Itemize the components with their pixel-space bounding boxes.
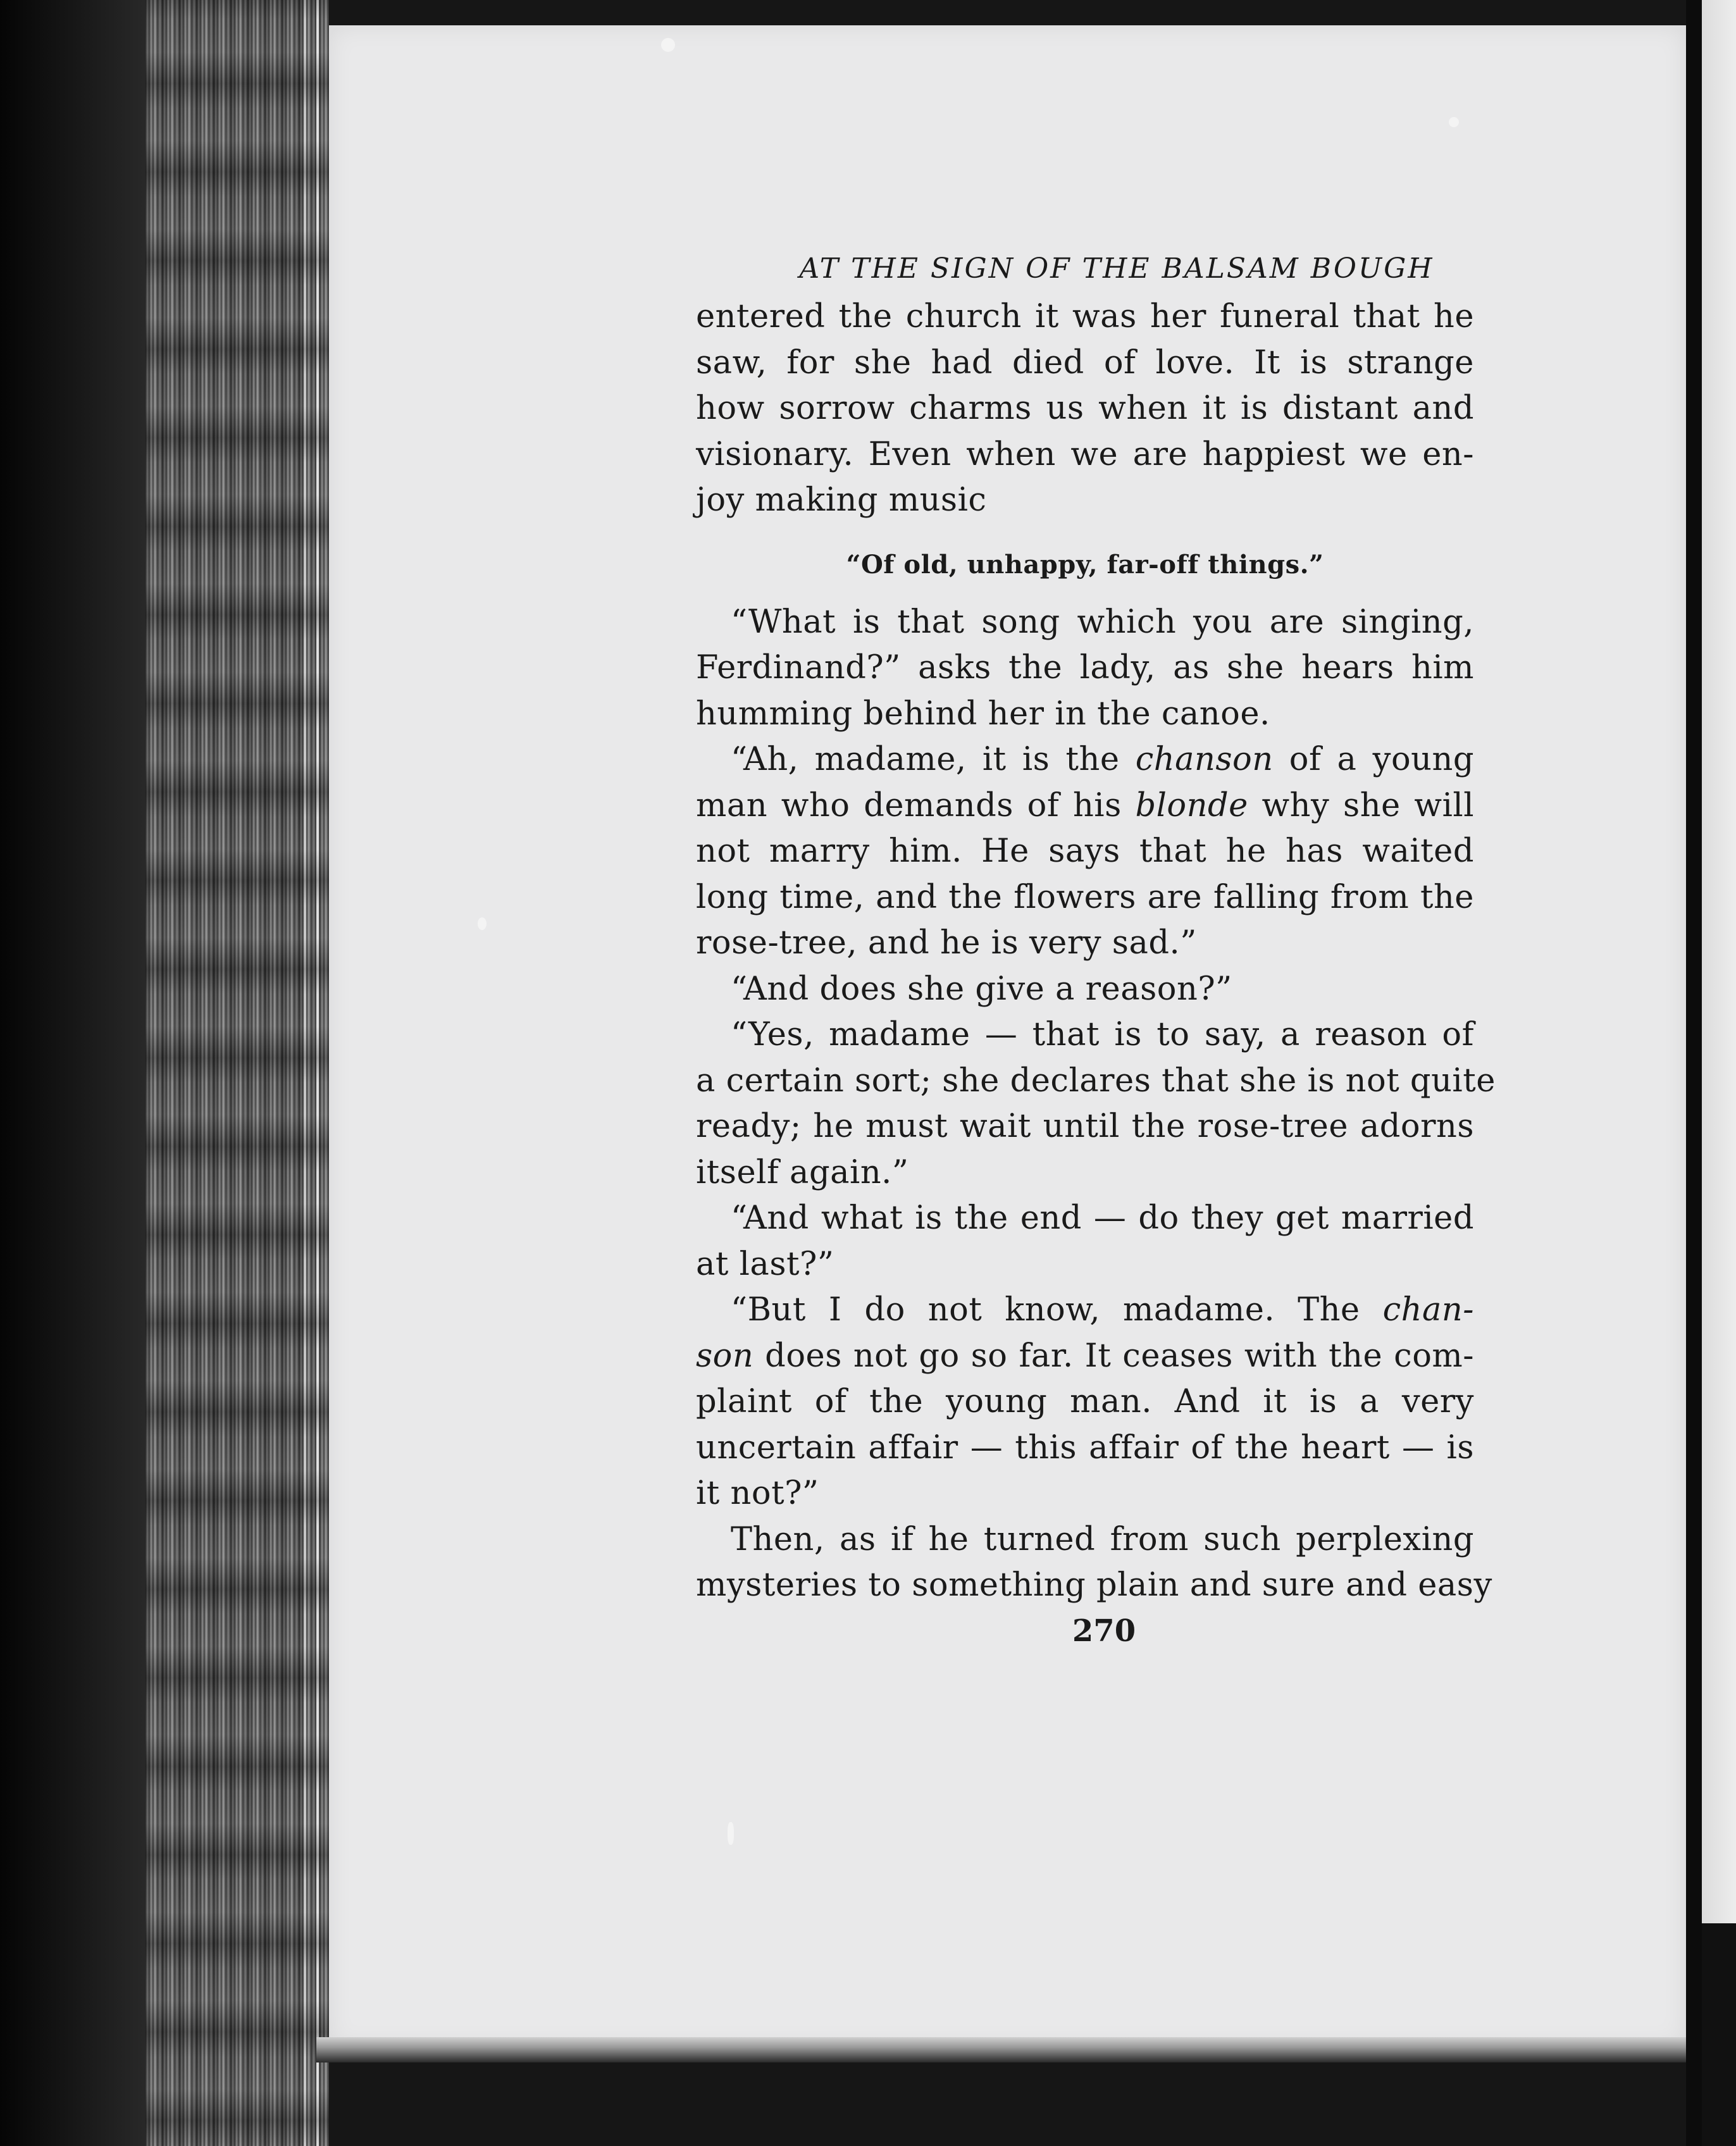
text-line: rose-tree, and he is very sad.” [696, 924, 1197, 962]
text-line: plaint of the young man. And it is a very [696, 1383, 1474, 1420]
text-line: ready; he must wait until the rose-tree adorns [696, 1108, 1474, 1145]
text-line: visionary. Even when we are happiest we en- [696, 435, 1474, 473]
text-line: “Ah, madame, it is the chanson of a young [731, 741, 1474, 778]
scan-left-border [0, 0, 152, 2146]
text-line: “And does she give a reason?” [731, 970, 1232, 1008]
next-page-edge [1702, 0, 1736, 2146]
page-text [696, 244, 1496, 1653]
text-line: “But I do not know, madame. The chan- [731, 1291, 1474, 1329]
text-line: itself again.” [696, 1153, 909, 1191]
body-text [696, 600, 1496, 1609]
text-line: it not?” [696, 1475, 819, 1512]
text-line: entered the church it was her funeral that he [696, 298, 1474, 335]
text-line: Then, as if he turned from such perplexing [731, 1520, 1474, 1558]
text-line: man who demands of his blonde why she will [696, 786, 1474, 824]
text-line: son does not go so far. It ceases with the com- [696, 1337, 1474, 1375]
edge-highlight [304, 0, 306, 2146]
text-line: “Yes, madame — that is to say, a reason of [731, 1016, 1474, 1053]
text-line: how sorrow charms us when it is distant and [696, 390, 1474, 427]
dust-speck [1449, 117, 1459, 127]
book-page-edges [146, 0, 329, 2146]
text-line: a certain sort; she declares that she is not quite [696, 1062, 1496, 1100]
scan-right-corner [1702, 1923, 1736, 2146]
text-line: saw, for she had died of love. It is strange [696, 344, 1474, 381]
text-line: joy making music [696, 481, 987, 519]
running-head: AT THE SIGN OF THE BALSAM BOUGH [799, 252, 1434, 285]
text-line: uncertain affair — this affair of the heart — is [696, 1429, 1474, 1467]
dust-speck [661, 38, 675, 52]
page-number: 270 [1072, 1613, 1136, 1649]
text-line: long time, and the flowers are falling from the [696, 878, 1474, 916]
text-line: “And what is the end — do they get married [731, 1200, 1474, 1237]
page-bottom-edge [316, 2037, 1696, 2062]
intro-paragraph [696, 294, 1474, 524]
edge-highlight [316, 0, 319, 2146]
dust-speck [478, 917, 487, 930]
text-line: “What is that song which you are singing, [731, 603, 1474, 641]
text-line: Ferdinand?” asks the lady, as she hears him [696, 649, 1474, 686]
text-line: at last?” [696, 1245, 834, 1283]
text-line: mysteries to something plain and sure and easy [696, 1566, 1492, 1604]
dust-speck [728, 1822, 734, 1845]
text-line: not marry him. He says that he has waited [696, 833, 1474, 870]
block-quote: “Of old, unhappy, far-off things.” [846, 549, 1324, 580]
text-line: humming behind her in the canoe. [696, 695, 1270, 733]
